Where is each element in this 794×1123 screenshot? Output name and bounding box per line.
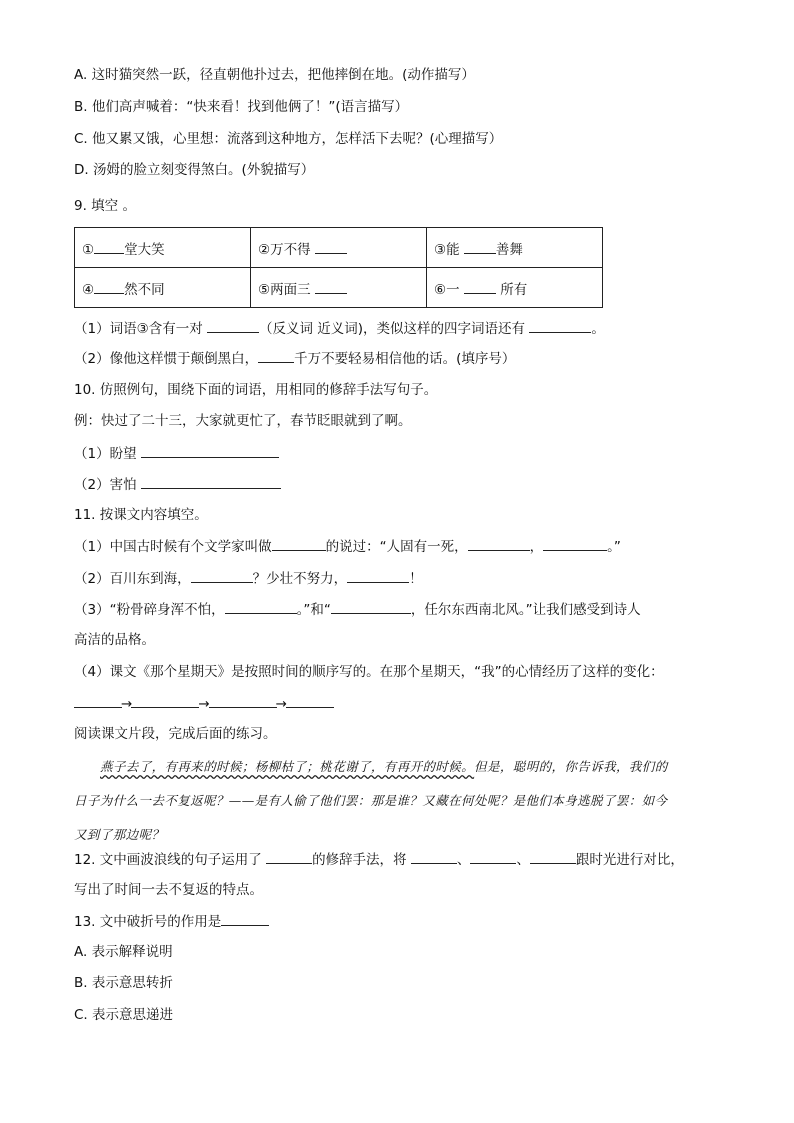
q8-option-c: C. 他又累又饿，心里想：流落到这种地方，怎样活下去呢？(心理描写） xyxy=(74,131,503,147)
q10-sub2: （2）害怕 xyxy=(74,474,281,495)
answer-blank[interactable] xyxy=(266,849,312,864)
passage-line: 又到了那边呢？ xyxy=(74,827,165,842)
q11-sub3-cont: 高洁的品格。 xyxy=(74,632,155,648)
answer-blank[interactable] xyxy=(331,599,411,614)
q12-line1: 12. 文中画波浪线的句子运用了 的修辞手法，将 、 、 跟时光进行对比， xyxy=(74,849,684,870)
answer-blank[interactable] xyxy=(191,568,253,583)
q12-line2: 写出了时间一去不复返的特点。 xyxy=(74,882,263,898)
arrow-icon: → xyxy=(275,696,287,712)
answer-blank[interactable] xyxy=(272,536,326,551)
q11-sub4: （4）课文《那个星期天》是按照时间的顺序写的。在那个星期天，“我”的心情经历了这样的变化： xyxy=(74,664,664,680)
answer-blank[interactable] xyxy=(131,693,199,708)
q8-option-a: A. 这时猫突然一跃，径直朝他扑过去，把他摔倒在地。(动作描写） xyxy=(74,67,475,83)
arrow-icon: → xyxy=(198,696,210,712)
q8-option-b: B. 他们高声喊着：“快来看！找到他俩了！”(语言描写） xyxy=(74,99,409,115)
reading-passage xyxy=(74,750,720,852)
mood-chain xyxy=(74,693,334,714)
answer-blank[interactable] xyxy=(468,536,530,551)
q11-sub2: （2）百川东到海， ？少壮不努力， ！ xyxy=(74,568,423,589)
answer-blank[interactable] xyxy=(470,849,516,864)
passage-line: 日子为什么一去不复返呢？——是有人偷了他们罢：那是谁？又藏在何处呢？是他们本身逃脱了罢：如今 xyxy=(74,793,668,808)
answer-blank[interactable] xyxy=(141,443,279,458)
table-cell: ⑥一 所有 xyxy=(427,268,603,308)
answer-blank[interactable] xyxy=(347,568,409,583)
q13-title: 13. 文中破折号的作用是 xyxy=(74,911,269,932)
answer-blank[interactable] xyxy=(221,911,269,926)
q11-title: 11. 按课文内容填空。 xyxy=(74,507,208,523)
q9-title: 9. 填空 。 xyxy=(74,198,136,214)
reading-intro: 阅读课文片段，完成后面的练习。 xyxy=(74,726,277,742)
q10-example: 例：快过了二十三，大家就更忙了，春节眨眼就到了啊。 xyxy=(74,413,412,429)
answer-blank[interactable] xyxy=(543,536,607,551)
q9-fill-table xyxy=(74,227,603,308)
table-cell: ②万不得 xyxy=(251,228,427,268)
q10-title: 10. 仿照例句，围绕下面的词语，用相同的修辞手法写句子。 xyxy=(74,382,438,398)
table-row xyxy=(75,228,603,268)
answer-blank[interactable] xyxy=(141,474,281,489)
table-row xyxy=(75,268,603,308)
answer-blank[interactable] xyxy=(207,318,259,333)
table-cell: ① 堂大笑 xyxy=(75,228,251,268)
table-cell: ⑤两面三 xyxy=(251,268,427,308)
table-cell: ③能 善舞 xyxy=(427,228,603,268)
answer-blank[interactable] xyxy=(209,693,277,708)
answer-blank[interactable] xyxy=(225,599,297,614)
q9-sub2: （2）像他这样惯于颠倒黑白， 千万不要轻易相信他的话。(填序号） xyxy=(74,348,515,369)
arrow-icon: → xyxy=(121,696,133,712)
q13-option-a: A. 表示解释说明 xyxy=(74,944,173,960)
table-cell: ④ 然不同 xyxy=(75,268,251,308)
q13-option-c: C. 表示意思递进 xyxy=(74,1007,174,1023)
answer-blank[interactable] xyxy=(286,693,334,708)
q9-sub1: （1）词语③含有一对 （反义词 近义词)，类似这样的四字词语还有 。 xyxy=(74,318,605,339)
answer-blank[interactable] xyxy=(530,849,576,864)
q8-option-d: D. 汤姆的脸立刻变得煞白。(外貌描写） xyxy=(74,162,315,178)
answer-blank[interactable] xyxy=(411,849,457,864)
q10-sub1: （1）盼望 xyxy=(74,443,279,464)
q11-sub3: （3）“粉骨碎身浑不怕， 。”和“ ，任尔东西南北风。”让我们感受到诗人 xyxy=(74,599,641,620)
q11-sub1: （1）中国古时候有个文学家叫做 的说过：“人固有一死， ， 。” xyxy=(74,536,621,557)
wavy-underlined-sentence: 燕子去了，有再来的时候；杨柳枯了；桃花谢了，有再开的时候。 xyxy=(100,759,475,774)
passage-line: 燕子去了，有再来的时候；杨柳枯了；桃花谢了，有再开的时候。但是，聪明的，你告诉我，我们的 xyxy=(100,759,668,774)
answer-blank[interactable] xyxy=(74,693,122,708)
answer-blank[interactable] xyxy=(258,348,294,363)
q13-option-b: B. 表示意思转折 xyxy=(74,975,173,991)
answer-blank[interactable] xyxy=(529,318,591,333)
